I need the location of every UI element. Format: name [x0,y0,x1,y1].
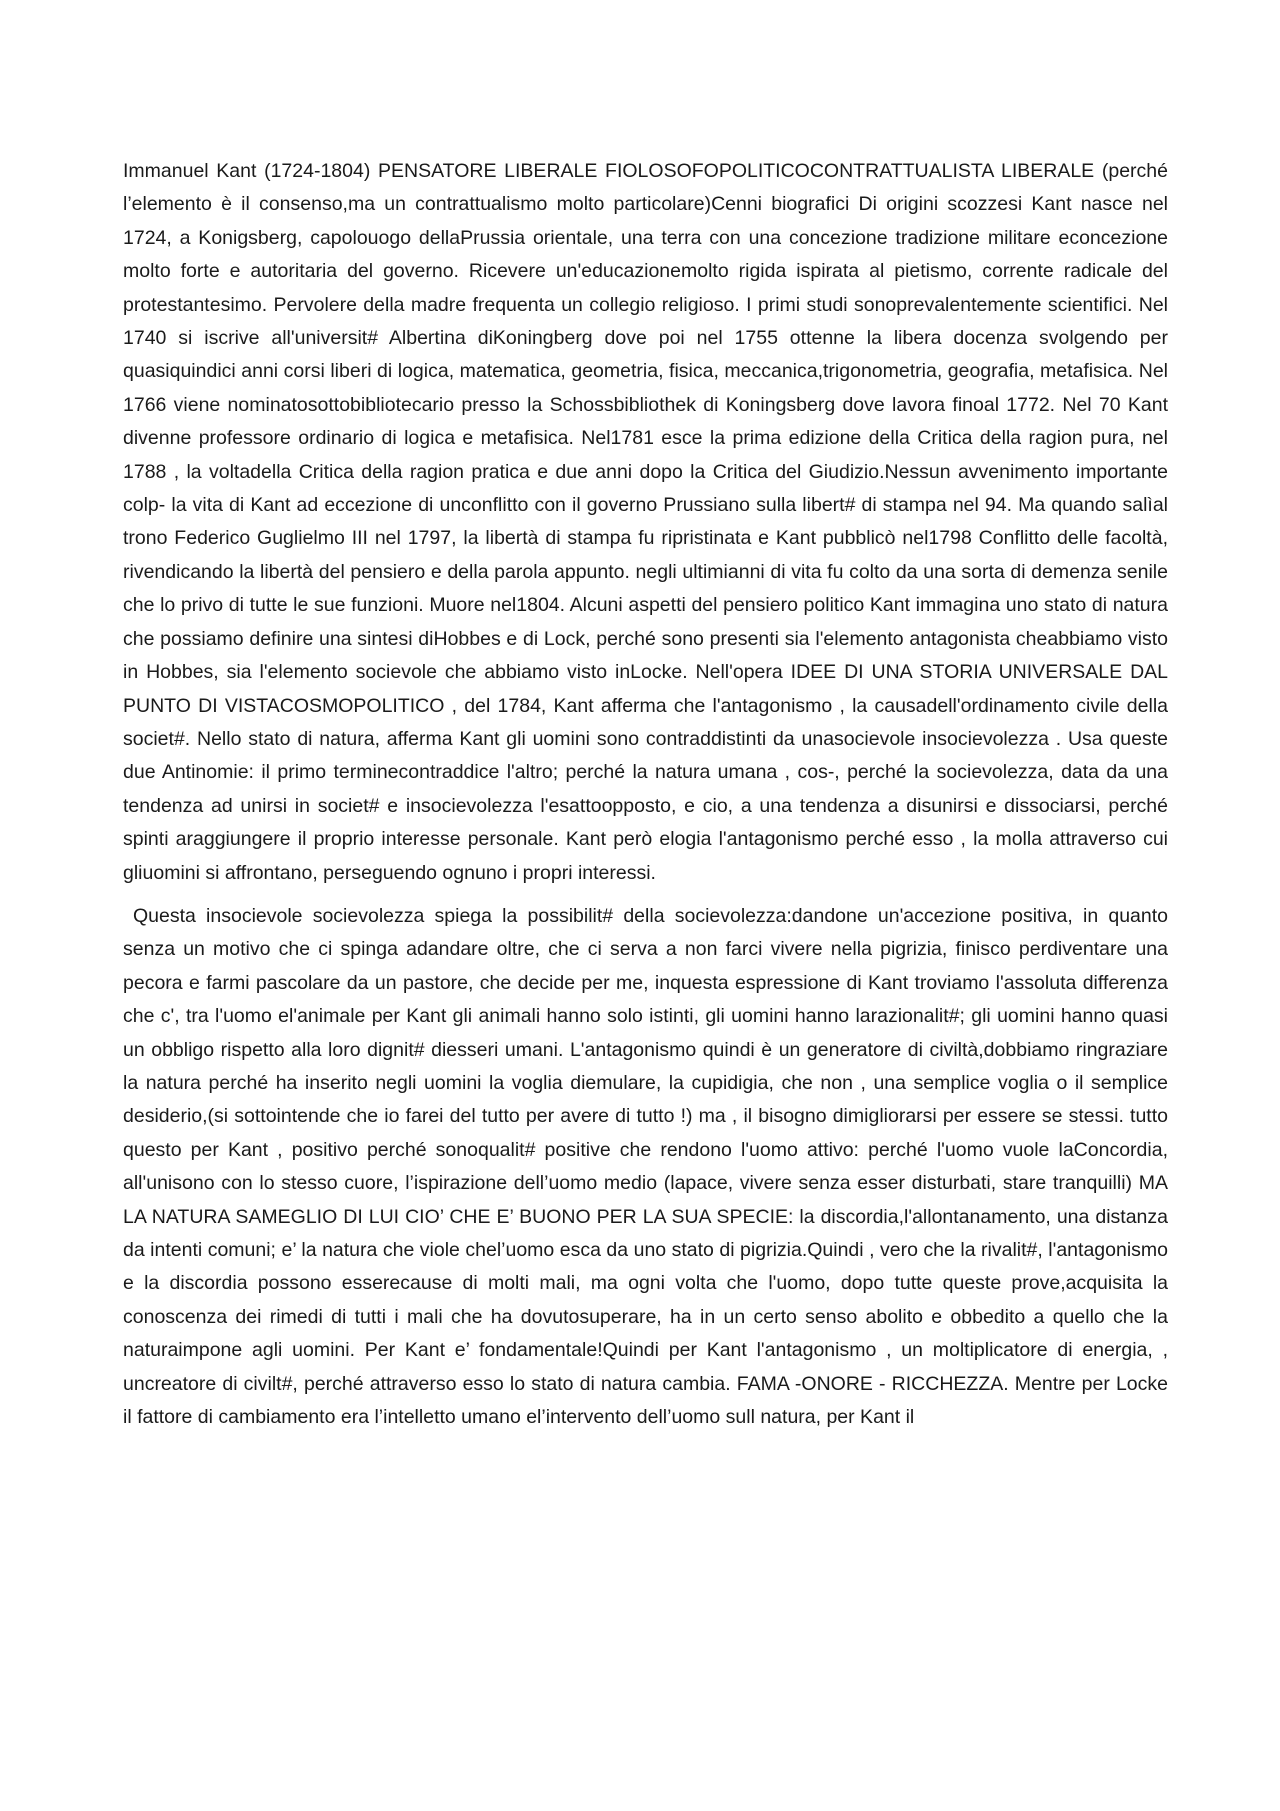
paragraph-1: Immanuel Kant (1724-1804) PENSATORE LIBERALE FIOLOSOFOPOLITICOCONTRATTUALISTA LIBERALE (perché l’elemento è il consenso,ma un contrattualismo molto particolare)Cenni biografici Di origini scozzesi Kant nasce nel 1724, a Konigsberg, capolouogo dellaPrussia orientale, una terra con una concezione tradizione militare econcezione molto forte e autoritaria del governo. Ricevere un'educazionemolto rigida ispirata al pietismo, corrente radicale del protestantesimo. Pervolere della madre frequenta un collegio religioso. I primi studi sonoprevalentemente scientifici. Nel 1740 si iscrive all'universit# Albertina diKoningberg dove poi nel 1755 ottenne la libera docenza svolgendo per quasiquindici anni corsi liberi di logica, matematica, geometria, fisica, meccanica,trigonometria, geografia, metafisica. Nel 1766 viene nominatosottobibliotecario presso la Schossbibliothek di Koningsberg dove lavora finoal 1772. Nel 70 Kant divenne professore ordinario di logica e metafisica. Nel1781 esce la prima edizione della Critica della ragion pura, nel 1788 , la voltadella Critica della ragion pratica e due anni dopo la Critica del Giudizio.Nessun avvenimento importante colp- la vita di Kant ad eccezione di unconflitto con il governo Prussiano sulla libert# di stampa nel 94. Ma quando salìal trono Federico Guglielmo III nel 1797, la libertà di stampa fu ripristinata e Kant pubblicò nel1798 Conflitto delle facoltà, rivendicando la libertà del pensiero e della parola appunto. negli ultimianni di vita fu colto da una sorta di demenza senile che lo privo di tutte le sue funzioni. Muore nel1804. Alcuni aspetti del pensiero politico Kant immagina uno stato di natura che possiamo definire una sintesi diHobbes e di Lock, perché sono presenti sia l'elemento antagonista cheabbiamo visto in Hobbes, sia l'elemento socievole che abbiamo visto inLocke. Nell'opera IDEE DI UNA STORIA UNIVERSALE DAL PUNTO DI VISTACOSMOPOLITICO , del 1784, Kant afferma che l'antagonismo , la causadell'ordinamento civile della societ#. Nello stato di natura, afferma Kant gli uomini sono contraddistinti da unasocievole insocievolezza . Usa queste due Antinomie: il primo terminecontraddice l'altro; perché la natura umana , cos-, perché la socievolezza, data da una tendenza ad unirsi in societ# e insocievolezza l'esattoopposto, e cio, a una tendenza a disunirsi e dissociarsi, perché spinti araggiungere il proprio interesse personale. Kant però elogia l'antagonismo perché esso , la molla attraverso cui gliuomini si affrontano, perseguendo ognuno i propri interessi. [123,160,1168,884]
document-body [123,155,1168,1434]
paragraph-2: Questa insocievole socievolezza spiega la possibilit# della socievolezza:dandone un'accezione positiva, in quanto senza un motivo che ci spinga adandare oltre, che ci serva a non farci vivere nella pigrizia, finisco perdiventare una pecora e farmi pascolare da un pastore, che decide per me, inquesta espressione di Kant troviamo l'assoluta differenza che c', tra l'uomo el'animale per Kant gli animali hanno solo istinti, gli uomini hanno larazionalit#; gli uomini hanno quasi un obbligo rispetto alla loro dignit# diesseri umani. L'antagonismo quindi è un generatore di civiltà,dobbiamo ringraziare la natura perché ha inserito negli uomini la voglia diemulare, la cupidigia, che non , una semplice voglia o il semplice desiderio,(si sottointende che io farei del tutto per avere di tutto !) ma , il bisogno dimigliorarsi per essere se stessi. tutto questo per Kant , positivo perché sonoqualit# positive che rendono l'uomo attivo: perché l'uomo vuole laConcordia, all'unisono con lo stesso cuore, l’ispirazione dell’uomo medio (lapace, vivere senza esser disturbati, stare tranquilli) MA LA NATURA SAMEGLIO DI LUI CIO’ CHE E’ BUONO PER LA SUA SPECIE: la discordia,l'allontanamento, una distanza da intenti comuni; e’ la natura che viole chel’uomo esca da uno stato di pigrizia.Quindi , vero che la rivalit#, l'antagonismo e la discordia possono esserecause di molti mali, ma ogni volta che l'uomo, dopo tutte queste prove,acquisita la conoscenza dei rimedi di tutti i mali che ha dovutosuperare, ha in un certo senso abolito e obbedito a quello che la naturaimpone agli uomini. Per Kant e’ fondamentale!Quindi per Kant l'antagonismo , un moltiplicatore di energia, , uncreatore di civilt#, perché attraverso esso lo stato di natura cambia. FAMA -ONORE - RICCHEZZA. Mentre per Locke il fattore di cambiamento era l’intelletto umano el’intervento dell’uomo sull natura, per Kant il [123,904,1168,1429]
